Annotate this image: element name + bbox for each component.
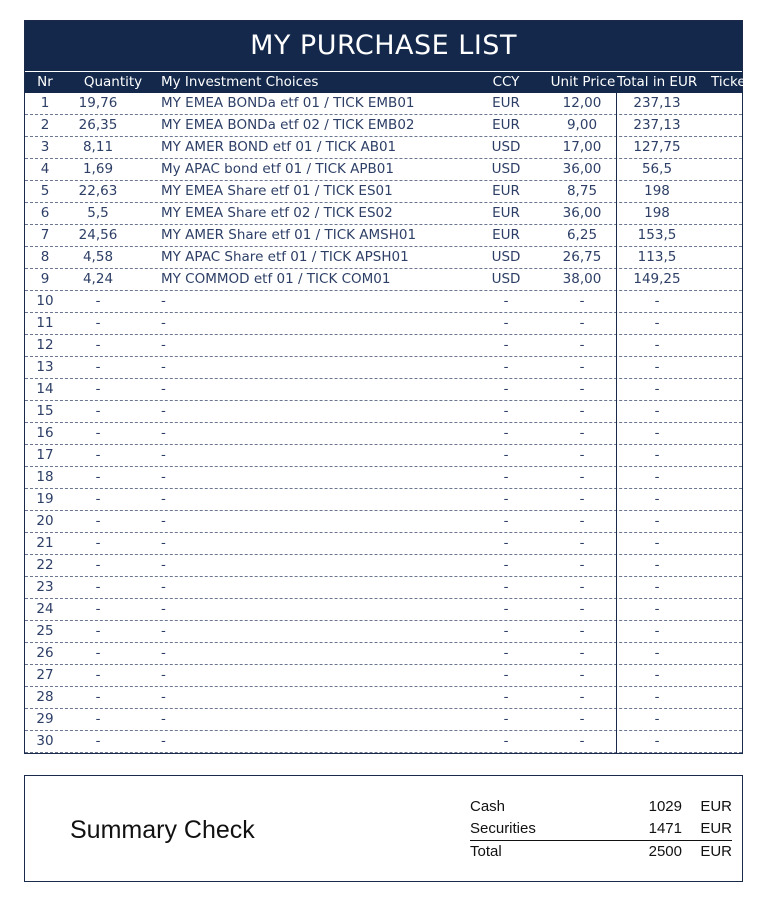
row-ccy[interactable]: - [503, 711, 509, 727]
row-nr[interactable]: 10 [36, 293, 54, 309]
row-nr[interactable]: 14 [36, 381, 54, 397]
table-row[interactable] [25, 225, 742, 247]
row-unit-price[interactable]: - [579, 667, 585, 683]
table-row[interactable] [25, 511, 742, 533]
row-quantity[interactable]: 4,58 [82, 249, 114, 265]
row-total-eur[interactable]: - [654, 711, 660, 727]
row-investment[interactable]: - [161, 469, 166, 485]
table-row[interactable] [25, 159, 742, 181]
row-nr[interactable]: 23 [36, 579, 54, 595]
row-investment[interactable]: - [161, 491, 166, 507]
row-unit-price[interactable]: - [579, 381, 585, 397]
row-quantity[interactable]: - [95, 359, 101, 375]
row-unit-price[interactable]: - [579, 337, 585, 353]
row-investment[interactable]: - [161, 667, 166, 683]
table-row[interactable] [25, 313, 742, 335]
row-total-eur[interactable]: 198 [644, 183, 670, 199]
row-ccy[interactable]: - [503, 403, 509, 419]
row-nr[interactable]: 16 [36, 425, 54, 441]
row-nr[interactable]: 24 [36, 601, 54, 617]
table-row[interactable] [25, 115, 742, 137]
column-header-ccy[interactable]: CCY [492, 74, 520, 90]
row-total-eur[interactable]: - [654, 381, 660, 397]
row-investment[interactable]: - [161, 535, 166, 551]
row-unit-price[interactable]: 17,00 [562, 139, 602, 155]
row-ccy[interactable]: EUR [492, 205, 520, 221]
column-header-ticker[interactable]: Ticker [711, 74, 752, 90]
row-ccy[interactable]: - [503, 535, 509, 551]
row-investment[interactable]: - [161, 337, 166, 353]
row-quantity[interactable]: - [95, 557, 101, 573]
row-nr[interactable]: 12 [36, 337, 54, 353]
summary-row-total [470, 840, 732, 863]
row-unit-price[interactable]: 6,25 [566, 227, 598, 243]
column-header-total-eur[interactable]: Total in EUR [617, 74, 698, 90]
row-quantity[interactable]: - [95, 337, 101, 353]
row-investment[interactable]: My APAC bond etf 01 / TICK APB01 [161, 161, 394, 177]
total-currency: EUR [700, 843, 732, 860]
row-ccy[interactable]: - [503, 667, 509, 683]
row-quantity[interactable]: - [95, 447, 101, 463]
row-ccy[interactable]: USD [491, 249, 521, 265]
row-total-eur[interactable]: - [654, 513, 660, 529]
row-quantity[interactable]: - [95, 601, 101, 617]
row-quantity[interactable]: - [95, 293, 101, 309]
row-total-eur[interactable]: - [654, 293, 660, 309]
row-investment[interactable]: - [161, 623, 166, 639]
row-quantity[interactable]: - [95, 491, 101, 507]
row-total-eur[interactable]: 198 [644, 205, 670, 221]
row-ccy[interactable]: - [503, 645, 509, 661]
row-total-eur[interactable]: 113,5 [637, 249, 677, 265]
row-nr[interactable]: 2 [40, 117, 50, 133]
row-total-eur[interactable]: - [654, 601, 660, 617]
row-unit-price[interactable]: - [579, 557, 585, 573]
row-investment[interactable]: - [161, 645, 166, 661]
table-row[interactable] [25, 643, 742, 665]
row-ccy[interactable]: - [503, 491, 509, 507]
row-investment[interactable]: - [161, 711, 166, 727]
row-unit-price[interactable]: - [579, 689, 585, 705]
row-nr[interactable]: 25 [36, 623, 54, 639]
table-row[interactable] [25, 247, 742, 269]
row-nr[interactable]: 13 [36, 359, 54, 375]
row-investment[interactable]: MY AMER Share etf 01 / TICK AMSH01 [161, 227, 417, 243]
row-nr[interactable]: 30 [36, 733, 54, 749]
row-unit-price[interactable]: - [579, 491, 585, 507]
row-quantity[interactable]: - [95, 535, 101, 551]
row-quantity[interactable]: 22,63 [78, 183, 118, 199]
row-quantity[interactable]: - [95, 469, 101, 485]
row-quantity[interactable]: 5,5 [87, 205, 109, 221]
table-row[interactable] [25, 93, 742, 115]
row-ccy[interactable]: - [503, 425, 509, 441]
row-total-eur[interactable]: - [654, 447, 660, 463]
table-header-row [25, 71, 752, 93]
row-ccy[interactable]: EUR [492, 117, 520, 133]
table-row[interactable] [25, 489, 742, 511]
column-header-investment[interactable]: My Investment Choices [161, 74, 319, 90]
row-investment[interactable]: - [161, 733, 166, 749]
row-nr[interactable]: 15 [36, 403, 54, 419]
row-unit-price[interactable]: 38,00 [562, 271, 602, 287]
table-row[interactable] [25, 137, 742, 159]
row-investment[interactable]: - [161, 293, 166, 309]
row-nr[interactable]: 1 [40, 95, 50, 111]
table-body [25, 93, 742, 753]
table-row[interactable] [25, 577, 742, 599]
row-unit-price[interactable]: - [579, 733, 585, 749]
table-row[interactable] [25, 599, 742, 621]
row-quantity[interactable]: - [95, 733, 101, 749]
row-ccy[interactable]: - [503, 689, 509, 705]
row-quantity[interactable]: - [95, 579, 101, 595]
row-unit-price[interactable]: - [579, 601, 585, 617]
row-nr[interactable]: 9 [40, 271, 50, 287]
row-investment[interactable]: MY EMEA BONDa etf 01 / TICK EMB01 [161, 95, 415, 111]
row-investment[interactable]: - [161, 447, 166, 463]
row-unit-price[interactable]: - [579, 579, 585, 595]
summary-row-cash [470, 796, 732, 818]
row-investment[interactable]: MY EMEA Share etf 01 / TICK ES01 [161, 183, 393, 199]
table-row[interactable] [25, 291, 742, 313]
row-investment[interactable]: MY APAC Share etf 01 / TICK APSH01 [161, 249, 409, 265]
row-total-eur[interactable]: - [654, 337, 660, 353]
row-total-eur[interactable]: 153,5 [637, 227, 677, 243]
row-ccy[interactable]: - [503, 315, 509, 331]
table-row[interactable] [25, 621, 742, 643]
table-row[interactable] [25, 665, 742, 687]
row-investment[interactable]: - [161, 403, 166, 419]
row-quantity[interactable]: - [95, 689, 101, 705]
row-total-eur[interactable]: - [654, 315, 660, 331]
row-unit-price[interactable]: - [579, 535, 585, 551]
row-total-eur[interactable]: - [654, 645, 660, 661]
row-unit-price[interactable]: - [579, 403, 585, 419]
row-total-eur[interactable]: 127,75 [633, 139, 681, 155]
row-ccy[interactable]: - [503, 293, 509, 309]
row-quantity[interactable]: - [95, 403, 101, 419]
summary-table [470, 796, 732, 863]
row-ccy[interactable]: EUR [492, 183, 520, 199]
row-investment[interactable]: - [161, 601, 166, 617]
row-nr[interactable]: 18 [36, 469, 54, 485]
cash-currency: EUR [700, 798, 732, 815]
row-nr[interactable]: 29 [36, 711, 54, 727]
table-row[interactable] [25, 401, 742, 423]
row-ccy[interactable]: - [503, 733, 509, 749]
row-quantity[interactable]: - [95, 513, 101, 529]
row-quantity[interactable]: 4,24 [82, 271, 114, 287]
row-total-eur[interactable]: 237,13 [633, 95, 681, 111]
purchase-list-table [24, 20, 752, 754]
row-unit-price[interactable]: - [579, 425, 585, 441]
row-ccy[interactable]: - [503, 601, 509, 617]
table-row[interactable] [25, 731, 742, 753]
summary-title: Summary Check [70, 816, 255, 844]
row-nr[interactable]: 4 [40, 161, 50, 177]
row-nr[interactable]: 11 [36, 315, 54, 331]
cash-label: Cash [470, 798, 506, 815]
row-quantity[interactable]: 8,11 [82, 139, 114, 155]
row-quantity[interactable]: 24,56 [78, 227, 118, 243]
row-quantity[interactable]: 1,69 [82, 161, 114, 177]
column-header-nr[interactable]: Nr [37, 74, 53, 90]
row-unit-price[interactable]: 26,75 [562, 249, 602, 265]
row-ccy[interactable]: USD [491, 161, 521, 177]
total-label: Total [470, 843, 502, 860]
row-ccy[interactable]: - [503, 469, 509, 485]
row-ccy[interactable]: - [503, 381, 509, 397]
row-nr[interactable]: 19 [36, 491, 54, 507]
row-ccy[interactable]: - [503, 623, 509, 639]
row-total-eur[interactable]: - [654, 403, 660, 419]
row-quantity[interactable]: - [95, 667, 101, 683]
row-unit-price[interactable]: - [579, 513, 585, 529]
securities-value: 1471 [648, 820, 682, 837]
row-investment[interactable]: - [161, 381, 166, 397]
table-row[interactable] [25, 467, 742, 489]
row-ccy[interactable]: - [503, 557, 509, 573]
cash-value: 1029 [648, 798, 682, 815]
row-nr[interactable]: 20 [36, 513, 54, 529]
row-total-eur[interactable]: - [654, 623, 660, 639]
row-nr[interactable]: 27 [36, 667, 54, 683]
row-unit-price[interactable]: 8,75 [566, 183, 598, 199]
row-total-eur[interactable]: - [654, 535, 660, 551]
row-unit-price[interactable]: - [579, 711, 585, 727]
row-ccy[interactable]: USD [491, 271, 521, 287]
row-total-eur[interactable]: - [654, 469, 660, 485]
row-nr[interactable]: 5 [40, 183, 50, 199]
row-investment[interactable]: - [161, 689, 166, 705]
table-row[interactable] [25, 357, 742, 379]
row-nr[interactable]: 8 [40, 249, 50, 265]
row-investment[interactable]: MY AMER BOND etf 01 / TICK AB01 [161, 139, 397, 155]
table-row[interactable] [25, 335, 742, 357]
row-quantity[interactable]: - [95, 711, 101, 727]
row-quantity[interactable]: 26,35 [78, 117, 118, 133]
row-investment[interactable]: - [161, 579, 166, 595]
row-ccy[interactable]: - [503, 337, 509, 353]
table-row[interactable] [25, 445, 742, 467]
row-nr[interactable]: 26 [36, 645, 54, 661]
table-row[interactable] [25, 687, 742, 709]
summary-row-securities [470, 818, 732, 840]
row-nr[interactable]: 21 [36, 535, 54, 551]
row-investment[interactable]: - [161, 315, 166, 331]
row-total-eur[interactable]: 56,5 [641, 161, 673, 177]
row-unit-price[interactable]: - [579, 469, 585, 485]
row-nr[interactable]: 6 [40, 205, 50, 221]
column-header-unit-price[interactable]: Unit Price [550, 74, 616, 90]
table-row[interactable] [25, 181, 742, 203]
row-unit-price[interactable]: - [579, 447, 585, 463]
row-total-eur[interactable]: - [654, 425, 660, 441]
row-total-eur[interactable]: 149,25 [633, 271, 681, 287]
row-investment[interactable]: - [161, 557, 166, 573]
summary-panel [24, 775, 743, 882]
row-total-eur[interactable]: - [654, 491, 660, 507]
row-unit-price[interactable]: 36,00 [562, 205, 602, 221]
row-nr[interactable]: 22 [36, 557, 54, 573]
table-row[interactable] [25, 533, 742, 555]
row-investment[interactable]: - [161, 359, 166, 375]
row-nr[interactable]: 17 [36, 447, 54, 463]
row-nr[interactable]: 3 [40, 139, 50, 155]
row-total-eur[interactable]: - [654, 579, 660, 595]
row-nr[interactable]: 28 [36, 689, 54, 705]
row-quantity[interactable]: 19,76 [78, 95, 118, 111]
row-unit-price[interactable]: 36,00 [562, 161, 602, 177]
row-quantity[interactable]: - [95, 381, 101, 397]
row-total-eur[interactable]: - [654, 689, 660, 705]
row-unit-price[interactable]: - [579, 315, 585, 331]
table-row[interactable] [25, 269, 742, 291]
column-header-quantity[interactable]: Quantity [83, 74, 143, 90]
row-ccy[interactable]: - [503, 513, 509, 529]
row-unit-price[interactable]: 9,00 [566, 117, 598, 133]
row-unit-price[interactable]: - [579, 293, 585, 309]
row-quantity[interactable]: - [95, 425, 101, 441]
row-nr[interactable]: 7 [40, 227, 50, 243]
row-investment[interactable]: MY COMMOD etf 01 / TICK COM01 [161, 271, 391, 287]
table-row[interactable] [25, 555, 742, 577]
securities-currency: EUR [700, 820, 732, 837]
row-quantity[interactable]: - [95, 623, 101, 639]
row-investment[interactable]: MY EMEA BONDa etf 02 / TICK EMB02 [161, 117, 415, 133]
row-unit-price[interactable]: 12,00 [562, 95, 602, 111]
row-unit-price[interactable]: - [579, 359, 585, 375]
row-ccy[interactable]: EUR [492, 227, 520, 243]
table-row[interactable] [25, 709, 742, 731]
row-ccy[interactable]: - [503, 359, 509, 375]
row-unit-price[interactable]: - [579, 623, 585, 639]
row-ccy[interactable]: USD [491, 139, 521, 155]
row-total-eur[interactable]: - [654, 733, 660, 749]
table-row[interactable] [25, 379, 742, 401]
table-row[interactable] [25, 203, 742, 225]
column-divider [616, 93, 617, 753]
total-value: 2500 [648, 843, 682, 860]
securities-label: Securities [470, 820, 536, 837]
row-ccy[interactable]: - [503, 579, 509, 595]
page-title: MY PURCHASE LIST [25, 21, 742, 71]
row-unit-price[interactable]: - [579, 645, 585, 661]
row-investment[interactable]: - [161, 425, 166, 441]
row-total-eur[interactable]: - [654, 667, 660, 683]
row-quantity[interactable]: - [95, 645, 101, 661]
row-investment[interactable]: MY EMEA Share etf 02 / TICK ES02 [161, 205, 393, 221]
row-ccy[interactable]: EUR [492, 95, 520, 111]
row-quantity[interactable]: - [95, 315, 101, 331]
row-total-eur[interactable]: - [654, 557, 660, 573]
row-investment[interactable]: - [161, 513, 166, 529]
row-total-eur[interactable]: 237,13 [633, 117, 681, 133]
row-total-eur[interactable]: - [654, 359, 660, 375]
table-row[interactable] [25, 423, 742, 445]
row-ccy[interactable]: - [503, 447, 509, 463]
